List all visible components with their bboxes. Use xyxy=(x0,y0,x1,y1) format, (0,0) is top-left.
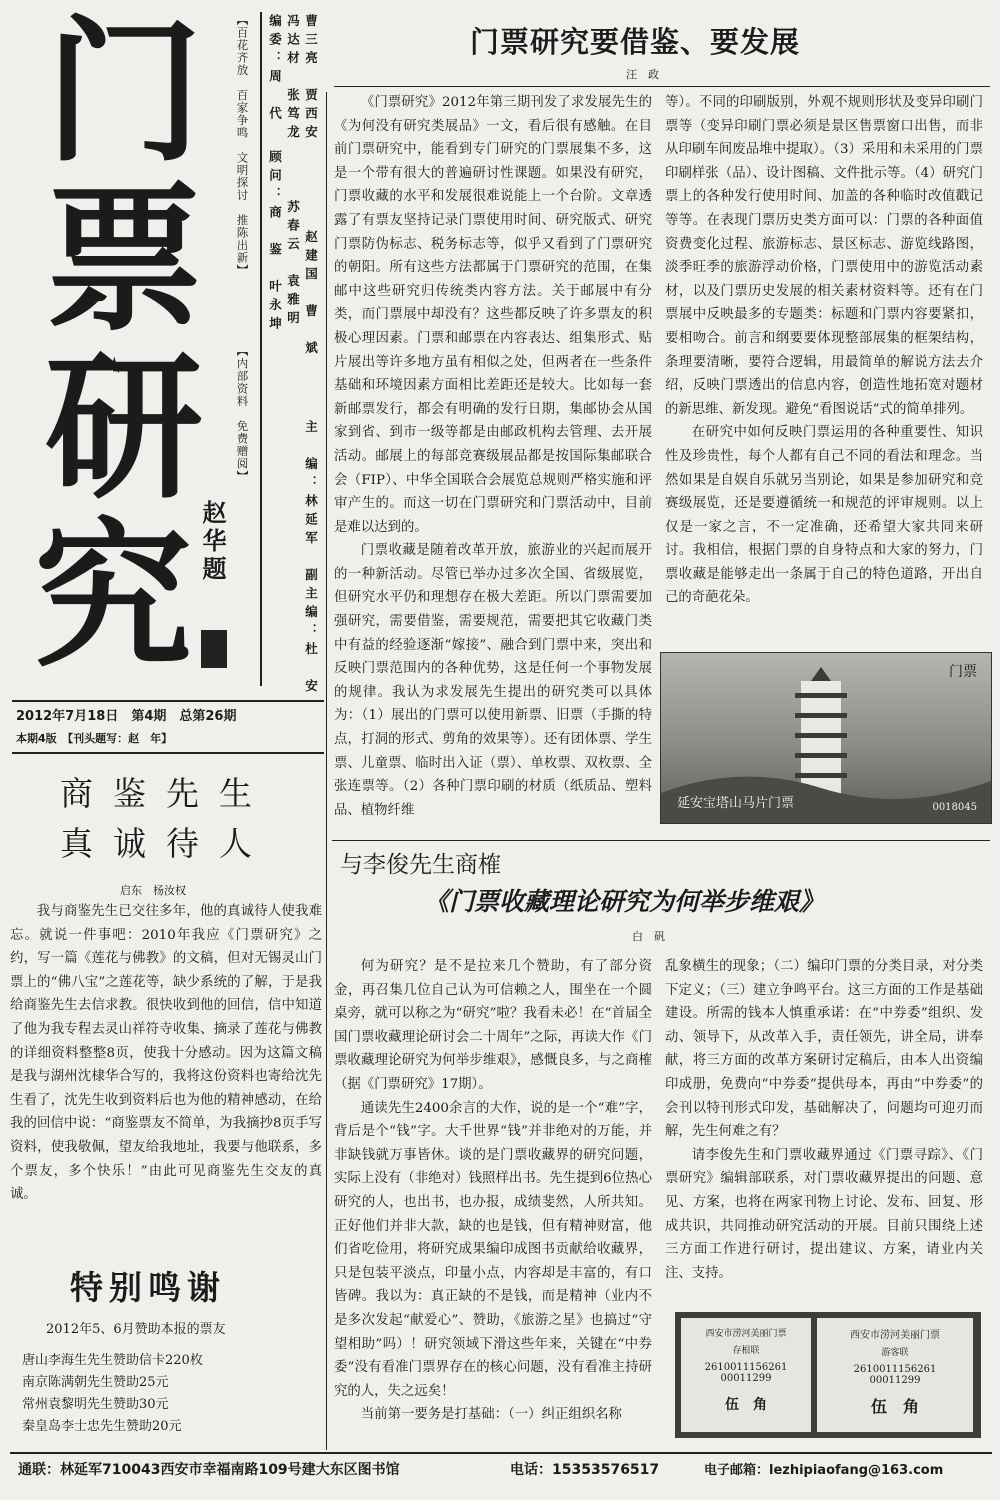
editorial-column: 苏春云 袁雅明 xyxy=(285,200,301,330)
article-2-left-column xyxy=(334,955,652,1445)
paragraph: 门票收藏是随着改革开放，旅游业的兴起而展开的一种新活动。尽管已举办过多次全国、省级展览，但研究水平仍和理想存在极大差距。所以门票需要加强研究，需要借鉴，需要规范，需要把其它收藏门类中有益的经验逐渐“嫁接”、融合到门票中来，突出和反映门票范围内的各种优势，这是任何一个事物发展的规律。我认为求发展先生提出的研究类可以具体为：（1）展出的门票可以使用新票、旧票（手撕的特点，打洞的形式、剪角的效果等）。还有团体票、学生票、儿童票、临时出入证（票）、单枚票、双枚票、全张连票等。（2）各种门票印刷的材质（纸质品、塑料品、植物纤维 xyxy=(334,543,652,818)
slogan-2: 【内部资料 免费赠阅】 xyxy=(235,345,250,483)
ticket-serial: 00011299 xyxy=(720,1373,772,1384)
ticket-photo-yanan xyxy=(660,652,992,824)
paragraph: 乱象横生的现象；（二）编印门票的分类目录，对分类下定义；（三）建立争鸣平台。这三方面的工作是基础建设。所需的钱本人慎重承诺：在“中券委”组织、发动、领导下，从改革入手，责任领先，讲全局，讲奉献，将三方面的改革方案研讨定稿后，由本人出资编印成册，免费向“中券委”提供母本，再由“中券委”的会刊以特刊形式印发，基础解决了，问题均可迎刃而解，先生何难之有？ xyxy=(665,959,983,1140)
editorial-column: 曹三亮 贾西安 xyxy=(303,14,319,144)
footer-contact: 通联：林延军710043西安市幸福南路109号建大东区图书馆 xyxy=(18,1462,400,1478)
donor-item: 唐山李海生先生赞助信卡220枚 xyxy=(22,1353,203,1368)
editorial-column: 编委：周 代 xyxy=(267,14,283,125)
photo-label: 门票 xyxy=(949,664,977,680)
masthead-char: 票 xyxy=(45,168,203,353)
editorial-column: 主 编：林延军 副主编：杜 安 xyxy=(303,420,319,698)
editorial-column: 冯达材 张笃龙 xyxy=(285,14,301,144)
donor-list xyxy=(22,1350,203,1438)
article-2-title: 《门票收藏理论研究为何举步维艰》 xyxy=(424,887,825,916)
ticket-kind: 存根联 xyxy=(732,1346,760,1356)
calligrapher-signature: 赵华题 xyxy=(198,500,227,584)
masthead-title xyxy=(18,1,230,689)
paragraph: 通读先生2400余言的大作，说的是一个“难”字，背后是个“钱”字。大千世界“钱”并非绝对的万能，并非缺钱就万事皆休。谈的是门票收藏界的研究问题，实际上没有（非绝对）钱照样出书。先生提到6位热心研究的人，也出书，也办报，成绩斐然，人所共知。正好他们并非大款，缺的也是钱，但有精神财富，他们省吃俭用，将研究成果编印成图书贡献给收藏界，只是包装平淡点，印量小点，内容却是丰富的，有口皆碑。我以为：真正缺的不是钱，而是精神（业内不是多次发起“献爱心”、赞助，《旅游之星》也搞过“守望相助”吗）！研究领域下滑这些年来，关键在“中券委”没有看准门票界存在的核心问题，没有看准主持研究的人，失之远矣！ xyxy=(334,1100,652,1399)
masthead-char: 门 xyxy=(45,1,203,184)
article-3-body xyxy=(10,900,322,1230)
article-1-left-column xyxy=(334,91,652,835)
article-1-author: 汪 政 xyxy=(626,68,659,81)
footer-email: 电子邮箱：lezhipiaofang@163.com xyxy=(704,1463,944,1478)
slogan-1: 【百花齐放 百家争鸣 文明探讨 推陈出新】 xyxy=(235,14,250,277)
issue-date-line: 2012年7月18日 第4期 总第26期 xyxy=(16,709,237,724)
article-2-right-column xyxy=(665,955,983,1285)
ticket-serial: 00011299 xyxy=(869,1375,921,1386)
ticket-price: 伍 角 xyxy=(870,1397,919,1416)
ticket-serial: 2610011156261 xyxy=(704,1362,788,1373)
ticket-serial: 2610011156261 xyxy=(853,1364,937,1375)
ticket-kind: 游客联 xyxy=(881,1348,909,1358)
thanks-title: 特别鸣谢 xyxy=(70,1268,226,1307)
article-2-author: 白 矾 xyxy=(632,930,665,943)
ticket-stub xyxy=(681,1318,811,1432)
issue-pages-line: 本期4版 【刊头题写：赵 年】 xyxy=(16,732,173,745)
masthead-char: 究 xyxy=(34,504,192,689)
donor-item: 秦皇岛李士忠先生赞助20元 xyxy=(22,1419,182,1434)
ticket-visitor xyxy=(817,1318,973,1432)
paragraph: 我与商鉴先生已交往多年，他的真诚待人使我难忘。就说一件事吧：2010年我应《门票研究》之约，写一篇《莲花与佛教》的文稿，但对无锡灵山门票上的“佛八宝”之莲花等，缺少系统的了解，于是我给商鉴先生去信求教。很快收到他的回信，信中知道了他为我专程去灵山祥符寺收集、摘录了莲花与佛教的详细资料整整8页，使我十分感动。因为这篇文稿是我与湖州沈棣华合写的，我将这份资料也寄给沈先生看了，沈先生收到资料后也为他的精神感动，在给我的回信中说：“商鉴票友不简单，为我摘抄8页手写资料，使我敬佩，望友给我地址，我要与他联系，多个票友，多个快乐！”由此可见商鉴先生交友的真诚。 xyxy=(10,904,322,1203)
footer-phone: 电话：15353576517 xyxy=(510,1462,660,1478)
donor-item: 常州袁黎明先生赞助30元 xyxy=(22,1397,169,1412)
editorial-column: 顾问：商 鉴 叶永坤 xyxy=(267,150,283,335)
photo-caption: 延安宝塔山马片门票 xyxy=(677,796,795,811)
ticket-title: 西安市涝河美丽门票 xyxy=(850,1330,940,1341)
article-3-title-line-2: 真诚待人 xyxy=(60,824,272,863)
paragraph: 当前第一要务是打基础：（一）纠正组织名称 xyxy=(360,1407,622,1423)
paragraph: 在研究中如何反映门票运用的各种重要性、知识性及珍贵性，每个人都有自己不同的看法和理念。当然如果是自娱自乐就另当别论，如果是参加研究和竞赛级展览，还是要遵循统一和规范的评审规则。以上仅是一家之言，不一定准确，还希望大家共同来研讨。我相信，根据门票的自身特点和大家的努力，门票收藏是能够走出一条属于自己的特色道路，开出自己的奇葩花朵。 xyxy=(665,425,983,606)
ticket-title: 西安市涝河美丽门票 xyxy=(705,1329,787,1339)
editorial-column: 赵建国 曹 斌 xyxy=(303,230,319,360)
seal-stamp xyxy=(201,630,227,668)
paragraph: 请李俊先生和门票收藏界通过《门票寻踪》、《门票研究》编辑部联系，对门票收藏界提出的问题、意见、方案，也将在两家刊物上讨论、发布、回复、形成共识，共同推动研究活动的开展。目前只围绕上述三方面工作进行研讨，提出建议、方案，请业内关注、支持。 xyxy=(665,1147,983,1281)
article-3-author: 启东 杨汝权 xyxy=(120,884,186,897)
paragraph: 何为研究？是不是拉来几个赞助，有了部分资金，再召集几位自己认为可信赖之人，围坐在一个圆桌旁，就可以称之为“研究”啦？我看未必！在“首届全国门票收藏理论研讨会二十周年”之际，再读大作《门票收藏理论研究为何举步维艰》，感慨良多，与之商榷（据《门票研究》17期）。 xyxy=(334,959,652,1092)
ticket-price: 伍 角 xyxy=(725,1397,767,1413)
ticket-images xyxy=(675,1312,981,1438)
thanks-intro: 2012年5、6月赞助本报的票友 xyxy=(46,1322,226,1337)
article-3-title-line-1: 商鉴先生 xyxy=(60,774,272,813)
masthead-char: 研 xyxy=(45,336,203,521)
paragraph: 《门票研究》2012年第三期刊发了求发展先生的《为何没有研究类展品》一文，看后很有感触。在目前门票研究中，能看到专门研究的门票展集不多，这是一个带有很大的普遍研讨性课题。如果没有研究，门票收藏的水平和发展很难说能上一个台阶。文章透露了有票友坚持记录门票使用时间、研究版式、研究门票防伪标志、税务标志等，似乎又看到了门票研究的朝阳。所有这些方法都属于门票研究的范围，在集邮中这些研究归传统类内容方法。关于邮展中有分类，而门票展中却没有？这些都反映了许多票友的积极心理因素。门票和邮票在内容表达、组集形式、贴片展出等许多地方虽有相似之处，但两者在一些条件基础和环境因素方面相比差距还是较大。比如每一套新邮票发行，都会有明确的发行日期，集邮协会从国家到省、到市一级等都是由邮政机构去管理、去开展活动。邮展上的每部竞赛级展品都是按国际集邮联合会（FIP）、中华全国联合会展览总规则严格实施和评审产生的。而这一切在门票研究和门票活动中，目前是难以达到的。 xyxy=(334,95,652,535)
donor-item: 南京陈满朝先生赞助25元 xyxy=(22,1375,169,1390)
article-1-right-column xyxy=(665,91,983,643)
paragraph: 等）。不同的印刷版别，外观不规则形状及变异印刷门票等（变异印刷门票必须是景区售票窗口出售，而非从印刷车间废品堆中提取）。（3）采用和未采用的门票印刷样张（品）、设计图稿、文件批示等。（4）研究门票上的各种发行使用时间、加盖的各种临时改值戳记等等。在表现门票历史类方面可以：门票的各种面值资费变化过程、旅游标志、景区标志、游览线路图，淡季旺季的旅游浮动价格，门票使用中的游览活动素材，以及门票历史发展的相关素材资料等。还有在门票展中反映最多的专题类：标题和门票内容要紧扣，要相吻合。前言和纲要要体现整部展集的框架结构，条理要清晰，要符合逻辑，用最简单的解说方法去介绍，反映门票透出的信息内容，创造性地拓宽对题材的新思维、新发现。避免“看图说话”式的简单排列。 xyxy=(665,95,983,417)
article-2-kicker: 与李俊先生商榷 xyxy=(340,852,501,878)
article-1-title: 门票研究要借鉴、要发展 xyxy=(470,25,801,59)
photo-serial: 0018045 xyxy=(932,802,977,813)
